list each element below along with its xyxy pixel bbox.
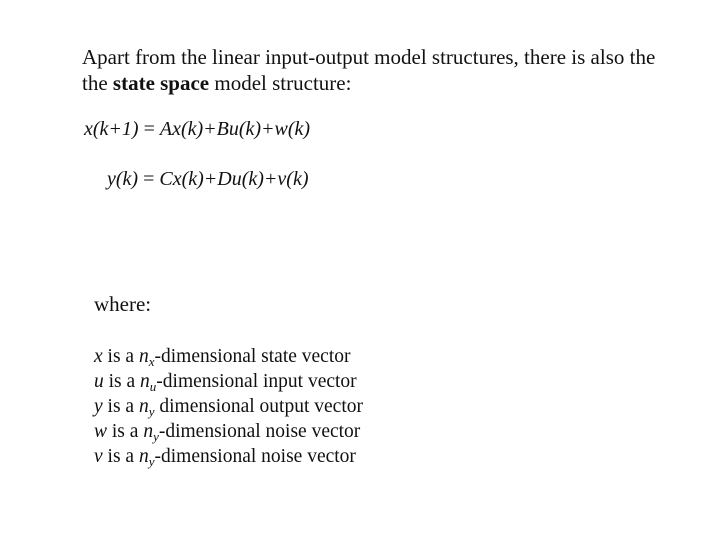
definition-item [94, 394, 363, 419]
definition-var: u [94, 371, 104, 392]
definition-post: dimensional output vector [154, 396, 363, 417]
output-equation-lhs: y(k) [107, 168, 139, 190]
definition-sub: y [148, 404, 155, 419]
definition-var: y [94, 396, 103, 417]
state-equation [84, 118, 310, 141]
intro-bold-term: state space [112, 71, 210, 95]
state-equation-rhs: Ax(k)+Bu(k)+w(k) [159, 118, 311, 140]
definition-post: -dimensional state vector [154, 346, 351, 367]
intro-text-2: model structure: [209, 71, 352, 95]
definition-list [94, 344, 363, 469]
intro-text-1: Apart from the linear input-output model structures, there is also the the [82, 45, 656, 95]
output-equation [107, 168, 308, 191]
intro-paragraph [82, 44, 682, 96]
definition-var: w [94, 421, 108, 442]
definition-sub: y [148, 454, 155, 469]
definition-item [94, 369, 363, 394]
definition-sub: u [149, 379, 157, 394]
where-label: where: [94, 292, 152, 316]
definition-n: n [143, 421, 154, 442]
definition-post: -dimensional noise vector [154, 446, 356, 467]
definition-pre: is a [102, 446, 139, 467]
definition-var: v [94, 446, 103, 467]
definition-pre: is a [102, 346, 139, 367]
definition-sub: x [148, 354, 155, 369]
definition-pre: is a [103, 371, 141, 392]
definition-n: n [138, 396, 149, 417]
output-equation-rhs: Cx(k)+Du(k)+v(k) [159, 168, 309, 190]
definition-pre: is a [102, 396, 139, 417]
state-equation-lhs: x(k+1) [84, 118, 139, 140]
definition-n: n [140, 371, 150, 392]
definition-post: -dimensional noise vector [158, 421, 361, 442]
definition-item [94, 444, 363, 469]
definition-var: x [94, 346, 103, 367]
definition-sub: y [153, 429, 159, 444]
definition-n: n [138, 346, 149, 367]
definition-n: n [138, 446, 149, 467]
definition-item [94, 419, 363, 444]
definition-item [94, 344, 363, 369]
state-equation-sign: = [143, 118, 155, 140]
output-equation-sign: = [143, 168, 155, 190]
definition-post: -dimensional input vector [156, 371, 357, 392]
definition-pre: is a [107, 421, 144, 442]
